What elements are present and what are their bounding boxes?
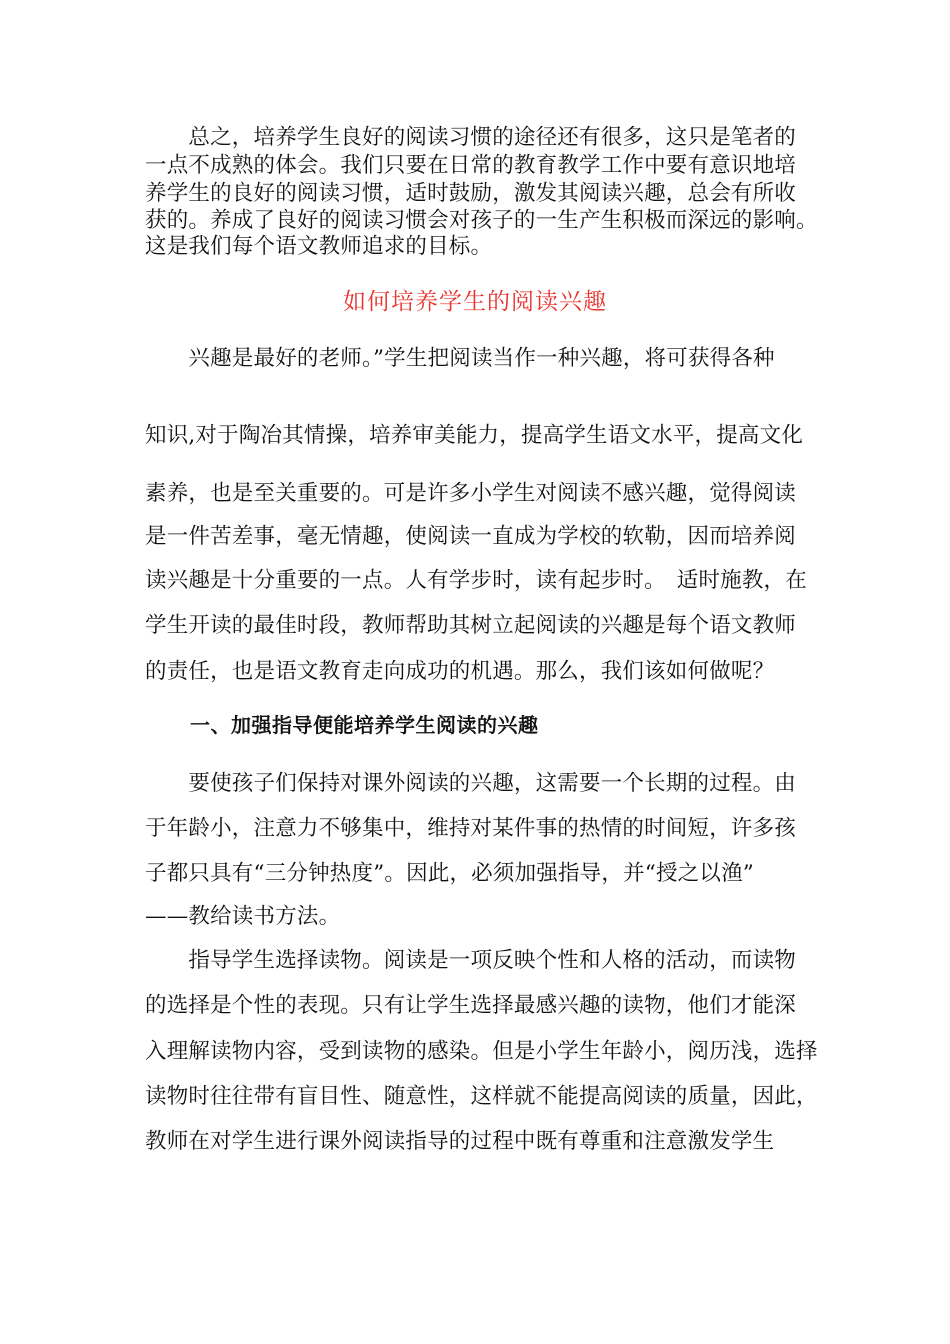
summary-line-2: 一点不成熟的体会。我们只要在日常的教育教学工作中要有意识地培 (145, 153, 797, 178)
section-line-1: 要使孩子们保持对课外阅读的兴趣，这需要一个长期的过程。由 (145, 771, 797, 796)
section-line-6: 的选择是个性的表现。只有让学生选择最感兴趣的读物，他们才能深 (145, 993, 797, 1018)
intro-line-6: 学生开读的最佳时段，教师帮助其树立起阅读的兴趣是每个语文教师 (145, 613, 797, 638)
summary-line-5: 这是我们每个语文教师追求的目标。 (145, 234, 493, 259)
section-line-4: ——教给读书方法。 (145, 904, 341, 929)
intro-line-7: 的责任，也是语文教育走向成功的机遇。那么，我们该如何做呢？ (145, 659, 775, 684)
intro-line-1: 兴趣是最好的老师。”学生把阅读当作一种兴趣，将可获得各种 (145, 346, 775, 371)
section-line-5: 指导学生选择读物。阅读是一项反映个性和人格的活动，而读物 (145, 948, 797, 973)
section-line-3: 子都只具有“三分钟热度”。因此，必须加强指导，并“授之以渔” (145, 861, 754, 886)
section-line-8: 读物时往往带有盲目性、随意性，这样就不能提高阅读的质量，因此， (145, 1084, 818, 1109)
article-title: 如何培养学生的阅读兴趣 (343, 289, 607, 315)
section-line-7: 入理解读物内容，受到读物的感染。但是小学生年龄小，阅历浅，选择 (145, 1039, 818, 1064)
intro-line-2: 知识,对于陶冶其情操，培养审美能力，提高学生语文水平，提高文化 (145, 423, 804, 448)
section-heading: 一、加强指导便能培养学生阅读的兴趣 (190, 713, 539, 737)
intro-line-4: 是一件苦差事，毫无情趣，使阅读一直成为学校的软勒，因而培养阅 (145, 524, 797, 549)
section-line-2: 于年龄小，注意力不够集中，维持对某件事的热情的时间短，许多孩 (145, 816, 797, 841)
intro-line-3: 素养，也是至关重要的。可是许多小学生对阅读不感兴趣，觉得阅读 (145, 481, 797, 506)
summary-line-3: 养学生的良好的阅读习惯，适时鼓励，激发其阅读兴趣，总会有所收 (145, 181, 797, 206)
section-line-9: 教师在对学生进行课外阅读指导的过程中既有尊重和注意激发学生 (145, 1129, 775, 1154)
summary-line-4: 获的。养成了良好的阅读习惯会对孩子的一生产生积极而深远的影响。 (145, 208, 818, 233)
intro-line-5: 读兴趣是十分重要的一点。人有学步时，读有起步时。 适时施教，在 (145, 568, 807, 593)
summary-line-1: 总之，培养学生良好的阅读习惯的途径还有很多，这只是笔者的 (145, 125, 797, 150)
